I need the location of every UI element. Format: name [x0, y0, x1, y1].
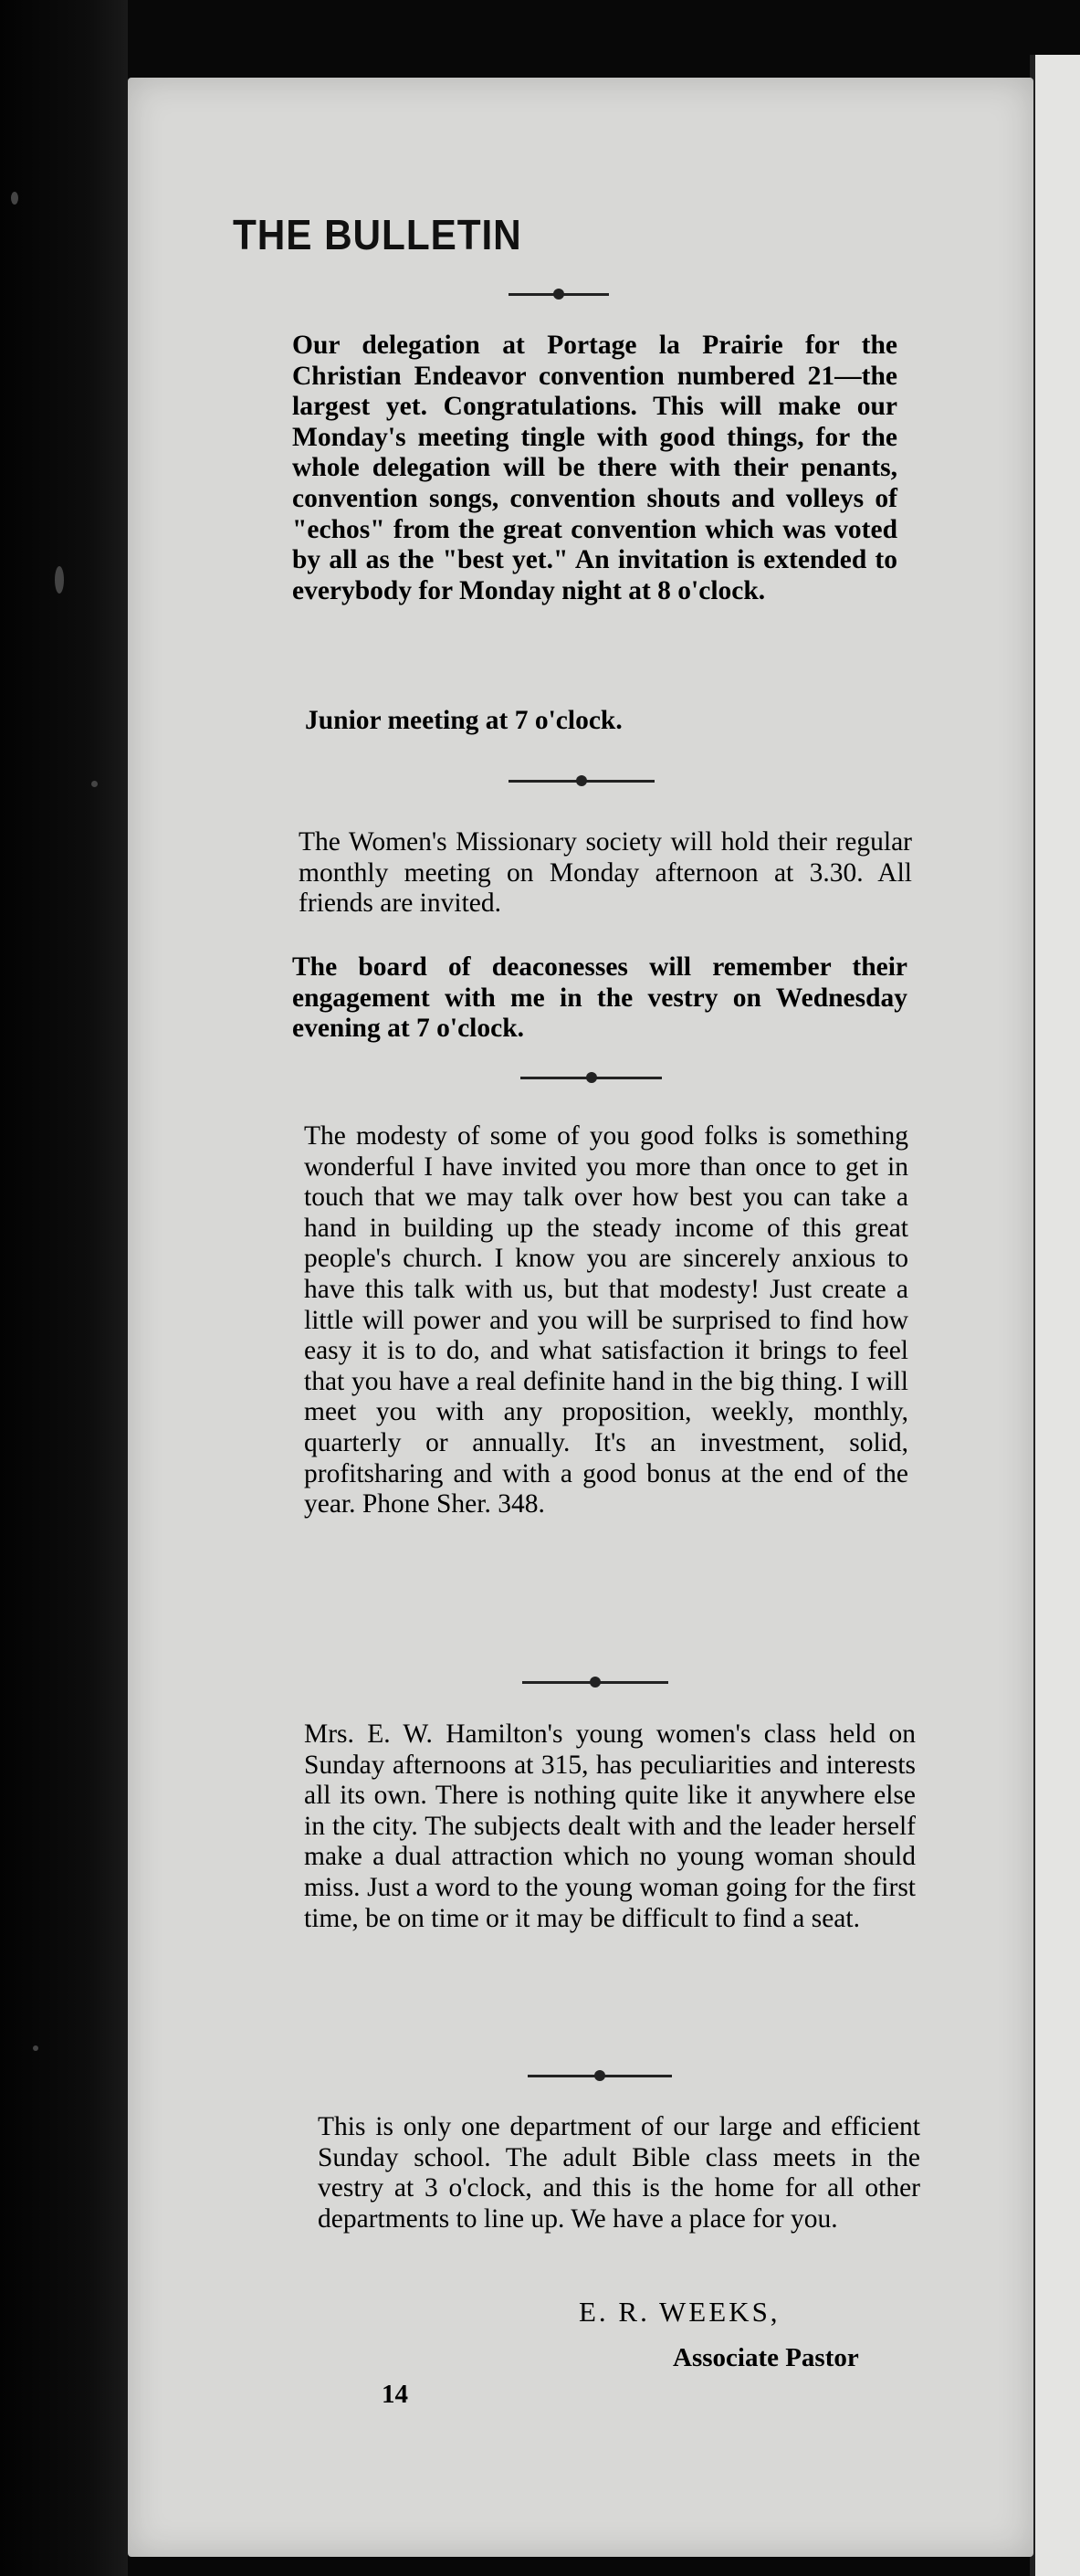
page-title: THE BULLETIN [233, 211, 522, 258]
page-number: 14 [382, 2380, 408, 2409]
section-divider [509, 772, 655, 790]
signature-name: E. R. WEEKS, [579, 2296, 781, 2328]
section-divider [520, 1068, 662, 1087]
paragraph-junior-meeting: Junior meeting at 7 o'clock. [305, 706, 623, 735]
paragraph-womens-class: Mrs. E. W. Hamilton's young women's class held on Sunday afternoons at 315, has peculiarities and interests all its own. There is nothing quite like it anywhere else in the city. The subjects dealt with and the leader herself make a dual attraction which no young woman should miss. Just a word to the young woman going for the first time, be on time or it may be difficult to find a seat. [304, 1719, 916, 1933]
scan-speck [55, 566, 64, 594]
paragraph-deaconesses: The board of deaconesses will remember their engagement with me in the vestry on Wednesday evening at 7 o'clock. [292, 952, 907, 1044]
paragraph-modesty: The modesty of some of you good folks is something wonderful I have invited you more than once to get in touch that we may talk over how best you can take a hand in building up the steady income of this great people's church. I know you are sincerely anxious to have this talk with us, but that modesty! Just create a little will power and you will be surprised to find how easy it is to do, and what satisfaction it brings to feel that you have a real definite hand in the big thing. I will meet you with any proposition, weekly, monthly, quarterly or annually. It's an investment, solid, profitsharing and with a good bonus at the end of the year. Phone Sher. 348. [304, 1121, 908, 1519]
facing-page-edge [1030, 55, 1080, 2576]
paragraph-missionary-society: The Women's Missionary society will hold their regular monthly meeting on Monday afternoon at 3.30. All friends are invited. [299, 827, 912, 919]
scan-speck [91, 781, 98, 787]
dark-left-margin [0, 0, 128, 2576]
paragraph-sunday-school: This is only one department of our large and efficient Sunday school. The adult Bible class meets in the vestry at 3 o'clock, and this is the home for all other departments to line up. We have a place for you. [318, 2112, 920, 2234]
section-divider [522, 1673, 668, 1691]
section-divider [509, 285, 609, 303]
paragraph-ce-delegation: Our delegation at Portage la Prairie for the Christian Endeavor convention numbered 21—the largest yet. Congratulations. This will make our Monday's meeting tingle with good things, for the whole delegation will be there with their penants, convention songs, convention shouts and volleys of "echos" from the great convention which was voted by all as the "best yet." An invitation is extended to everybody for Monday night at 8 o'clock. [292, 331, 897, 605]
scan-speck [11, 192, 18, 205]
scan-speck [33, 2045, 38, 2051]
signature-title: Associate Pastor [673, 2343, 859, 2372]
section-divider [528, 2066, 672, 2085]
